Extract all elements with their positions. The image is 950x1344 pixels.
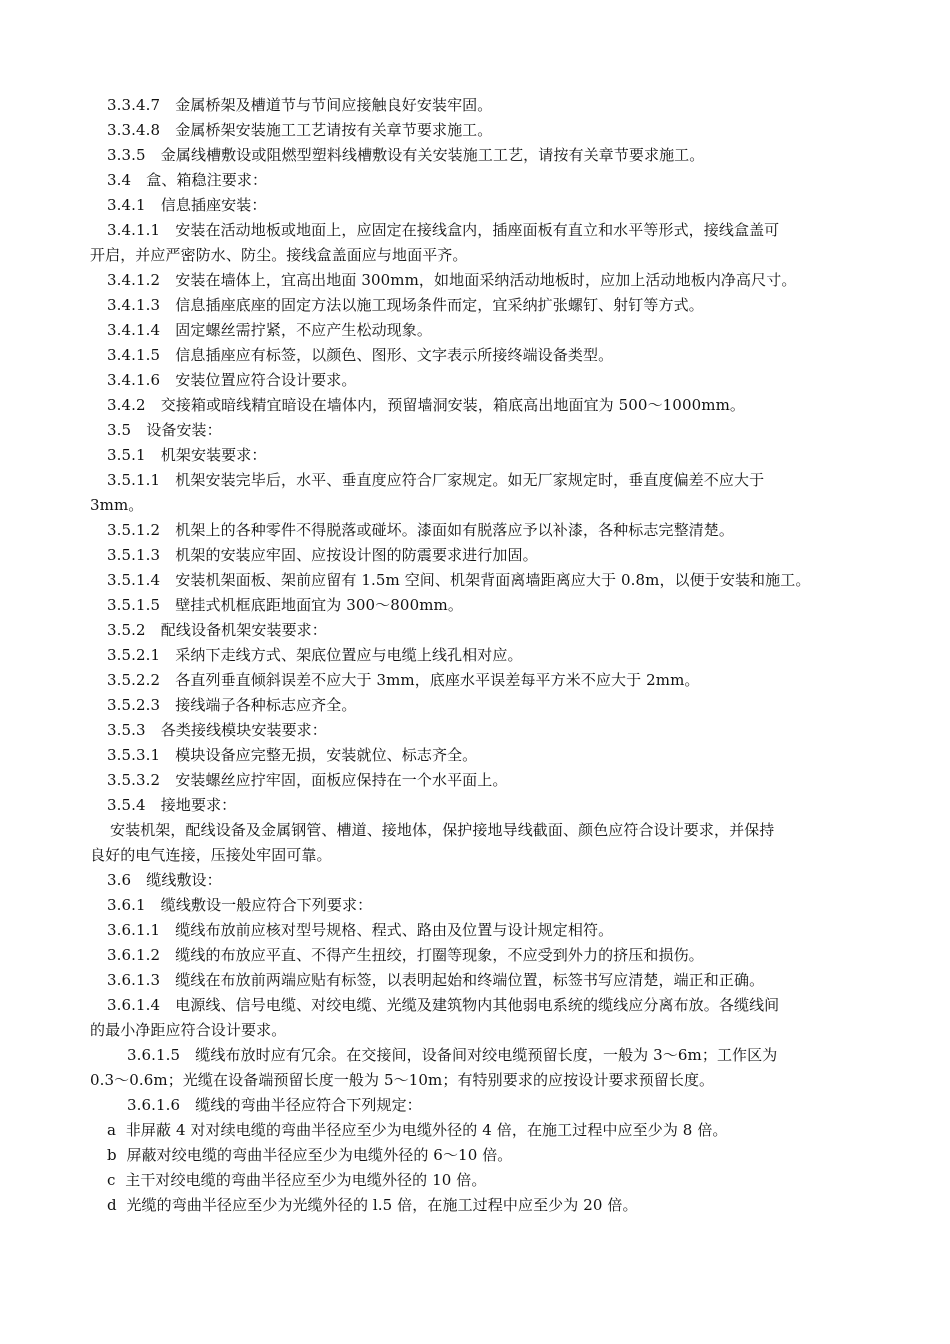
- text-line: 3.6.1.2 缆线的布放应平直、不得产生扭绞，打圈等现象，不应受到外力的挤压和损伤。: [107, 946, 704, 964]
- list-item: b 屏蔽对绞电缆的弯曲半径应至少为电缆外径的 6～10 倍。: [107, 1146, 513, 1164]
- text-line: 3.6.1.4 电源线、信号电缆、对绞电缆、光缆及建筑物内其他弱电系统的缆线应分离布放。各缆线间: [107, 996, 780, 1014]
- text-line: 3.5.3.1 模块设备应完整无损，安装就位、标志齐全。: [107, 746, 478, 764]
- text-line: 安装机架，配线设备及金属钢管、槽道、接地体，保护接地导线截面、颜色应符合设计要求，并保持: [110, 821, 775, 839]
- text-line: 3.3.4.7 金属桥架及槽道节与节间应接触良好安装牢固。: [107, 96, 493, 114]
- text-line: 的最小净距应符合设计要求。: [90, 1021, 287, 1039]
- text-line: 3.5.1.4 安装机架面板、架前应留有 1.5m 空间、机架背面离墙距离应大于 0.8m，以便于安装和施工。: [107, 571, 811, 589]
- text-line: 3.3.5 金属线槽敷设或阻燃型塑料线槽敷设有关安装施工工艺，请按有关章节要求施工。: [107, 146, 705, 164]
- text-line: 3.5.1.2 机架上的各种零件不得脱落或碰坏。漆面如有脱落应予以补漆，各种标志完整清楚。: [107, 521, 734, 539]
- text-line: 3.6.1.5 缆线布放时应有冗余。在交接间，设备间对绞电缆预留长度，一般为 3～6m；工作区为: [127, 1046, 778, 1064]
- text-line: 3.6.1 缆线敷设一般应符合下列要求：: [107, 896, 373, 914]
- text-line: 3.5.2 配线设备机架安装要求：: [107, 621, 327, 639]
- text-line: 3.4 盒、箱稳注要求：: [107, 171, 268, 189]
- text-line: 3.4.1.2 安装在墙体上，宜高出地面 300mm，如地面采纳活动地板时，应加上活动地板内净高尺寸。: [107, 271, 797, 289]
- text-line: 3.5.3 各类接线模块安装要求：: [107, 721, 327, 739]
- text-line: 3.5.1 机架安装要求：: [107, 446, 267, 464]
- text-line: 3.5.1.3 机架的安装应牢固、应按设计图的防震要求进行加固。: [107, 546, 538, 564]
- text-line: 3.4.1.5 信息插座应有标签，以颜色、图形、文字表示所接终端设备类型。: [107, 346, 614, 364]
- text-line: 3.6.1.3 缆线在布放前两端应贴有标签，以表明起始和终端位置，标签书写应清楚，端正和正确。: [107, 971, 765, 989]
- text-line: 3.4.1.1 安装在活动地板或地面上，应固定在接线盒内，插座面板有直立和水平等形式，接线盒盖可: [107, 221, 780, 239]
- text-line: 3.5.2.3 接线端子各种标志应齐全。: [107, 696, 357, 714]
- text-line: 3.6 缆线敷设：: [107, 871, 222, 889]
- text-line: 3.5.3.2 安装螺丝应拧牢固，面板应保持在一个水平面上。: [107, 771, 508, 789]
- list-item: d 光缆的弯曲半径应至少为光缆外径的 l.5 倍，在施工过程中应至少为 20 倍。: [107, 1196, 638, 1214]
- text-line: 3.4.1.4 固定螺丝需拧紧，不应产生松动现象。: [107, 321, 432, 339]
- text-line: 3.5.4 接地要求：: [107, 796, 237, 814]
- text-line: 3mm。: [90, 496, 144, 514]
- text-line: 3.5.1.5 壁挂式机框底距地面宜为 300～800mm。: [107, 596, 463, 614]
- text-line: 良好的电气连接，压接处牢固可靠。: [90, 846, 332, 864]
- list-item: c 主干对绞电缆的弯曲半径应至少为电缆外径的 10 倍。: [107, 1171, 487, 1189]
- text-line: 开启，并应严密防水、防尘。接线盒盖面应与地面平齐。: [90, 246, 468, 264]
- list-item: a 非屏蔽 4 对对续电缆的弯曲半径应至少为电缆外径的 4 倍，在施工过程中应至少为 8 倍。: [107, 1121, 728, 1139]
- text-line: 3.3.4.8 金属桥架安装施工工艺请按有关章节要求施工。: [107, 121, 493, 139]
- text-line: 3.4.2 交接箱或暗线精宜暗设在墙体内，预留墙洞安装，箱底高出地面宜为 500～1000mm。: [107, 396, 745, 414]
- text-line: 3.4.1.3 信息插座底座的固定方法以施工现场条件而定，宜采纳扩张螺钉、射钉等方式。: [107, 296, 704, 314]
- text-line: 3.6.1.6 缆线的弯曲半径应符合下列规定：: [127, 1096, 422, 1114]
- text-line: 3.4.1.6 安装位置应符合设计要求。: [107, 371, 357, 389]
- text-line: 3.5.2.2 各直列垂直倾斜误差不应大于 3mm，底座水平误差每平方米不应大于 2mm。: [107, 671, 700, 689]
- text-line: 0.3～0.6m；光缆在设备端预留长度一般为 5～10m；有特别要求的应按设计要求预留长度。: [90, 1071, 715, 1089]
- text-line: 3.4.1 信息插座安装：: [107, 196, 267, 214]
- text-line: 3.5.2.1 采纳下走线方式、架底位置应与电缆上线孔相对应。: [107, 646, 523, 664]
- text-line: 3.5.1.1 机架安装完毕后，水平、垂直度应符合厂家规定。如无厂家规定时，垂直度偏差不应大于: [107, 471, 765, 489]
- text-line: 3.5 设备安装：: [107, 421, 222, 439]
- text-line: 3.6.1.1 缆线布放前应核对型号规格、程式、路由及位置与设计规定相符。: [107, 921, 614, 939]
